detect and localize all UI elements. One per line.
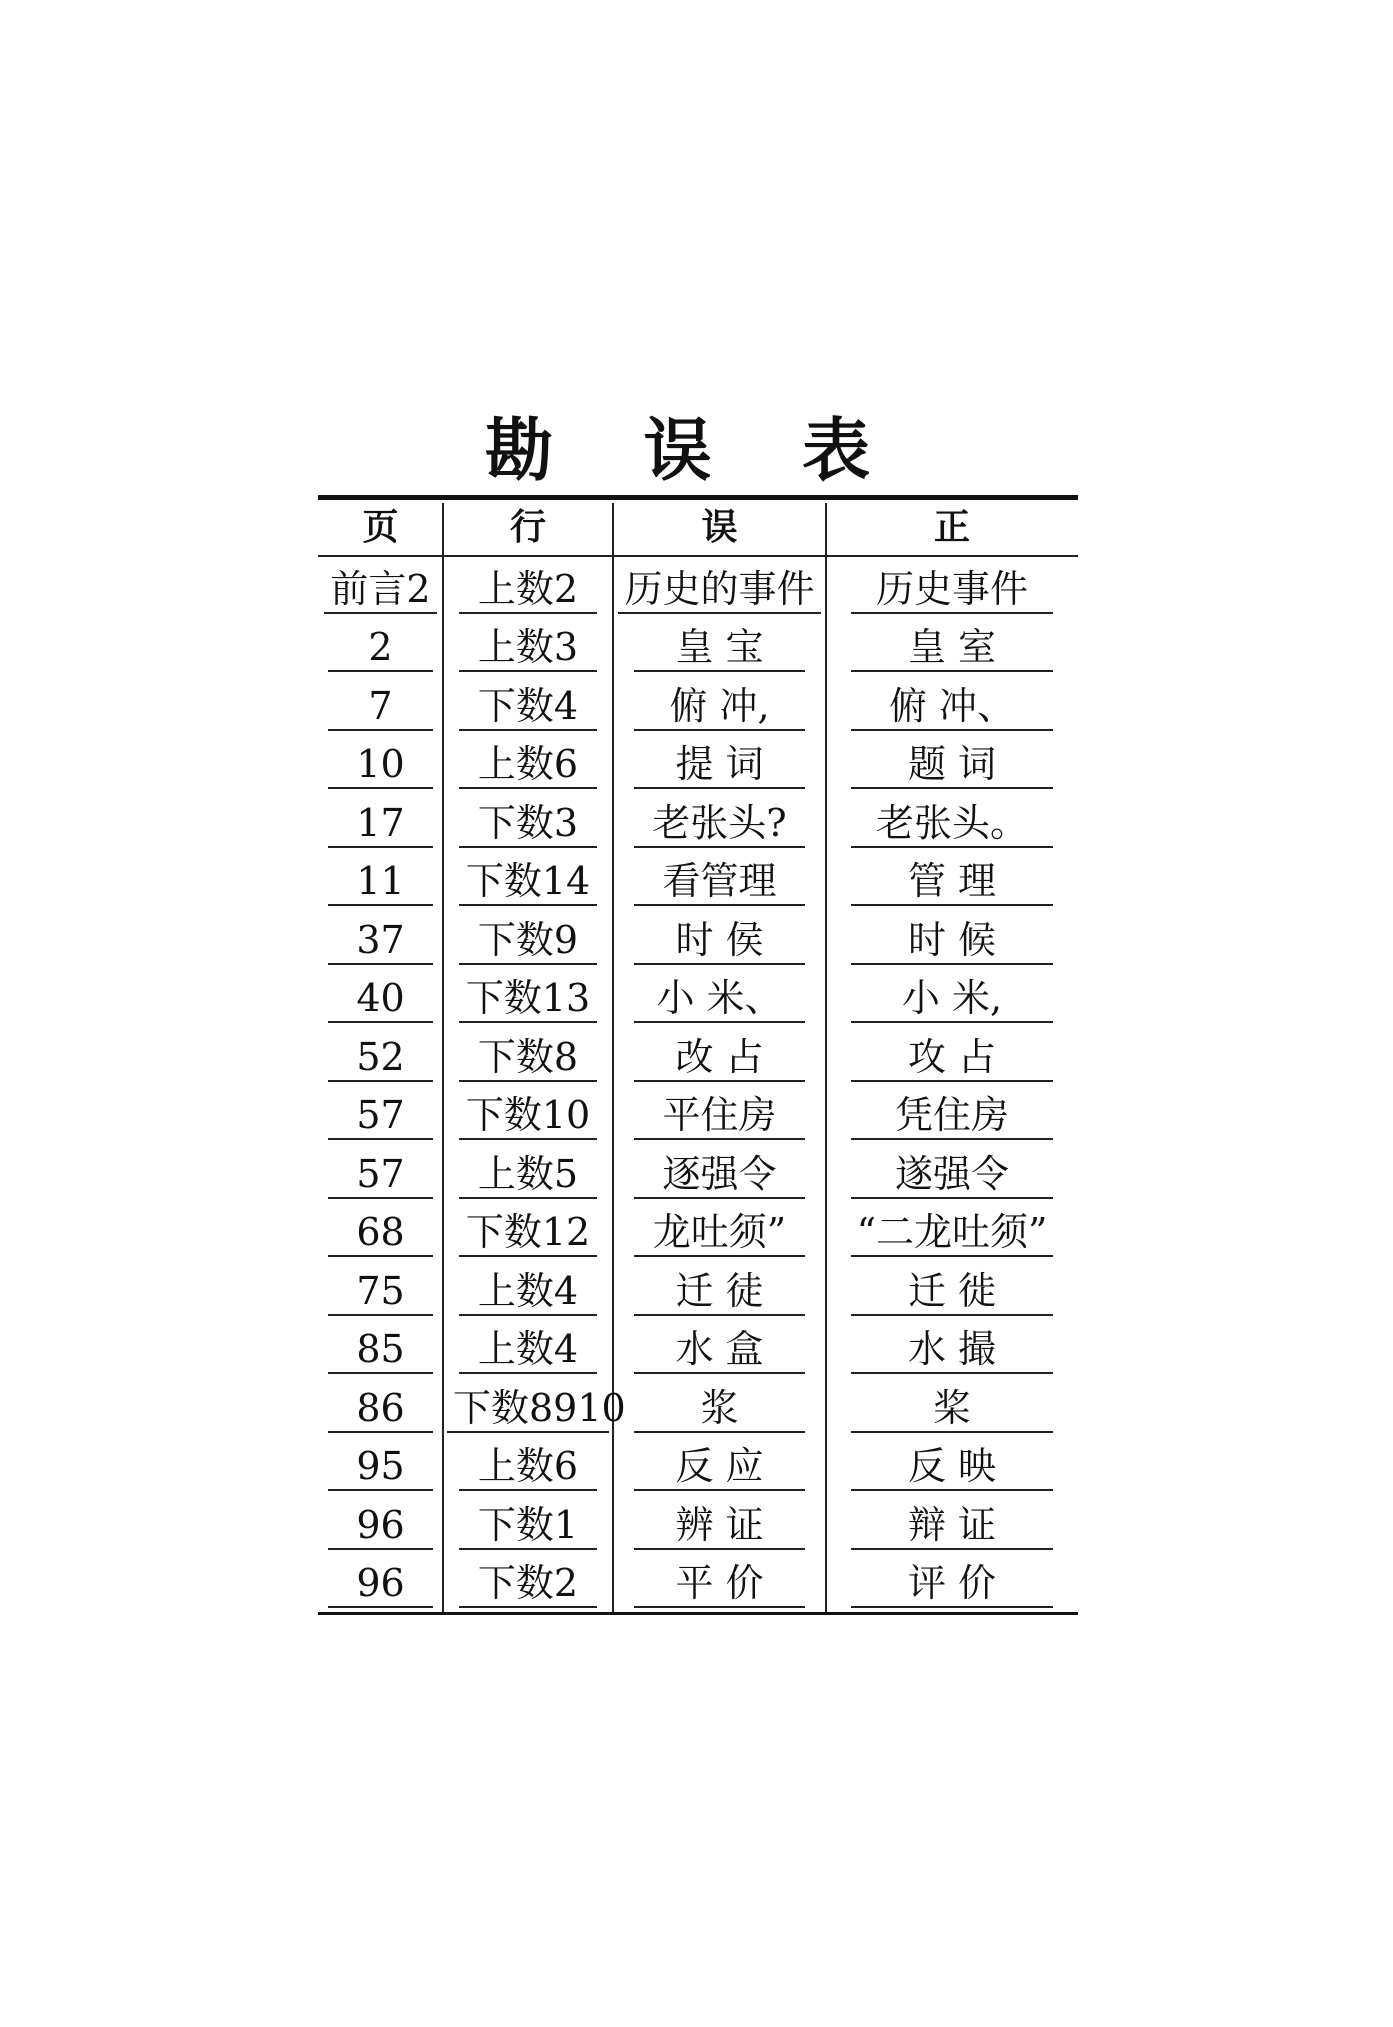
wrong-cell-text: 逐强令 (634, 1155, 806, 1199)
right-cell (826, 1318, 1078, 1377)
right-cell (826, 1142, 1078, 1201)
line-cell (443, 1025, 613, 1084)
line-cell-text: 上数4 (459, 1330, 597, 1374)
page-cell-text: 86 (328, 1389, 434, 1433)
line-cell (443, 1259, 613, 1318)
table-row (318, 1201, 1078, 1260)
line-cell-text: 下数13 (459, 979, 597, 1023)
page-cell-text: 2 (328, 628, 434, 672)
line-cell-text: 上数6 (459, 1447, 597, 1491)
wrong-cell-text: 平住房 (634, 1096, 806, 1140)
line-cell-text: 上数4 (459, 1272, 597, 1316)
header-right: 正 (933, 507, 970, 548)
table-header-row (318, 503, 1078, 557)
right-cell (826, 908, 1078, 967)
right-cell (826, 850, 1078, 909)
line-cell-text: 下数4 (459, 687, 597, 731)
right-cell (826, 1084, 1078, 1143)
table-row (318, 967, 1078, 1026)
right-cell (826, 674, 1078, 733)
page-cell (318, 1142, 443, 1201)
line-cell-text: 下数3 (459, 804, 597, 848)
table-row (318, 1142, 1078, 1201)
line-cell (443, 1084, 613, 1143)
wrong-cell (613, 674, 826, 733)
wrong-cell (613, 733, 826, 792)
page-cell (318, 733, 443, 792)
page-cell (318, 616, 443, 675)
header-wrong: 误 (701, 507, 738, 548)
wrong-cell-text: 小 米、 (634, 979, 806, 1023)
right-cell-text: 凭住房 (851, 1096, 1053, 1140)
line-cell (443, 1493, 613, 1552)
right-cell-text: 辩 证 (851, 1506, 1053, 1550)
right-cell (826, 1493, 1078, 1552)
line-cell (443, 967, 613, 1026)
line-cell (443, 908, 613, 967)
right-cell (826, 616, 1078, 675)
line-cell-text: 下数14 (459, 862, 597, 906)
line-cell (443, 1552, 613, 1611)
wrong-cell-text: 改 占 (634, 1038, 806, 1082)
right-cell-text: 迁 徙 (851, 1272, 1053, 1316)
line-cell (443, 674, 613, 733)
page-cell-text: 17 (328, 804, 434, 848)
wrong-cell (613, 791, 826, 850)
line-cell-text: 上数2 (459, 570, 597, 614)
line-cell (443, 1435, 613, 1494)
table-row (318, 1084, 1078, 1143)
line-cell-text: 下数12 (459, 1213, 597, 1257)
wrong-cell-text: 龙吐须” (634, 1213, 806, 1257)
right-cell-text: 题 词 (851, 745, 1053, 789)
page-cell (318, 967, 443, 1026)
header-line: 行 (509, 507, 546, 548)
right-cell (826, 967, 1078, 1026)
page-cell-text: 96 (328, 1506, 434, 1550)
wrong-cell (613, 557, 826, 616)
right-cell-text: 桨 (851, 1389, 1053, 1433)
right-cell-text: 皇 室 (851, 628, 1053, 672)
table-row (318, 1552, 1078, 1611)
line-cell-text: 上数3 (459, 628, 597, 672)
line-cell (443, 791, 613, 850)
line-cell (443, 850, 613, 909)
title-char-1: 勘 (485, 411, 554, 491)
wrong-cell (613, 1084, 826, 1143)
wrong-cell (613, 1259, 826, 1318)
page-cell-text: 7 (328, 687, 434, 731)
line-cell (443, 1142, 613, 1201)
line-cell (443, 1201, 613, 1260)
right-cell (826, 791, 1078, 850)
table-row (318, 1318, 1078, 1377)
right-cell (826, 1025, 1078, 1084)
page-cell-text: 10 (328, 745, 434, 789)
wrong-cell (613, 967, 826, 1026)
wrong-cell (613, 616, 826, 675)
wrong-cell-text: 老张头? (634, 804, 806, 848)
wrong-cell-text: 辨 证 (634, 1506, 806, 1550)
right-cell-text: 评 价 (851, 1564, 1053, 1608)
page-cell-text: 96 (328, 1564, 434, 1608)
right-cell-text: 管 理 (851, 862, 1053, 906)
wrong-cell (613, 850, 826, 909)
page-cell (318, 1493, 443, 1552)
line-cell-text: 下数2 (459, 1564, 597, 1608)
page-cell (318, 1435, 443, 1494)
page-cell-text: 75 (328, 1272, 434, 1316)
table-row (318, 1376, 1078, 1435)
right-cell-text: 老张头。 (851, 804, 1053, 848)
page-cell (318, 557, 443, 616)
page-cell-text: 52 (328, 1038, 434, 1082)
line-cell-text: 下数9 (459, 921, 597, 965)
line-cell (443, 1318, 613, 1377)
table-row (318, 1025, 1078, 1084)
table-row (318, 791, 1078, 850)
page-title (320, 395, 1040, 495)
wrong-cell (613, 1493, 826, 1552)
page-cell-text: 前言2 (324, 570, 436, 614)
right-cell-text: 水 撮 (851, 1330, 1053, 1374)
page-cell-text: 40 (328, 979, 434, 1023)
top-rule (318, 495, 1078, 500)
wrong-cell (613, 908, 826, 967)
page-cell (318, 1552, 443, 1611)
right-cell (826, 1259, 1078, 1318)
line-cell-text: 下数1 (459, 1506, 597, 1550)
line-cell (443, 1376, 626, 1435)
wrong-cell (613, 1552, 826, 1611)
page-cell (318, 850, 443, 909)
wrong-cell-text: 时 侯 (634, 921, 806, 965)
line-cell-text: 下数10 (459, 1096, 597, 1140)
page-cell-text: 85 (328, 1330, 434, 1374)
line-cell (443, 557, 613, 616)
header-page: 页 (362, 507, 399, 548)
table-row (318, 1435, 1078, 1494)
table-row (318, 616, 1078, 675)
wrong-cell-text: 看管理 (634, 862, 806, 906)
line-cell-text: 下数8910 (447, 1389, 609, 1433)
table-row (318, 908, 1078, 967)
wrong-cell-text: 俯 冲, (634, 687, 806, 731)
page-cell-text: 57 (328, 1155, 434, 1199)
right-cell-text: 小 米, (851, 979, 1053, 1023)
table-body (318, 557, 1078, 1610)
page-cell (318, 1259, 443, 1318)
right-cell (826, 733, 1078, 792)
wrong-cell (613, 1142, 826, 1201)
right-cell-text: “二龙吐须” (851, 1213, 1054, 1257)
page-cell (318, 674, 443, 733)
page-cell (318, 1025, 443, 1084)
page-cell (318, 791, 443, 850)
line-cell-text: 上数6 (459, 745, 597, 789)
right-cell (826, 1552, 1078, 1611)
table-row (318, 674, 1078, 733)
wrong-cell-text: 水 盒 (634, 1330, 806, 1374)
title-char-3: 表 (801, 411, 870, 491)
table-row (318, 1493, 1078, 1552)
page-cell-text: 57 (328, 1096, 434, 1140)
table-row (318, 1259, 1078, 1318)
wrong-cell-text: 历史的事件 (618, 570, 820, 614)
wrong-cell (613, 1435, 826, 1494)
page-cell-text: 68 (328, 1213, 434, 1257)
page-cell-text: 37 (328, 921, 434, 965)
line-cell (443, 733, 613, 792)
bottom-rule (318, 1612, 1078, 1615)
page-cell (318, 1084, 443, 1143)
page-cell (318, 1318, 443, 1377)
page-cell-text: 95 (328, 1447, 434, 1491)
right-cell (826, 1435, 1078, 1494)
wrong-cell-text: 平 价 (634, 1564, 806, 1608)
wrong-cell-text: 皇 宝 (634, 628, 806, 672)
right-cell-text: 时 候 (851, 921, 1053, 965)
wrong-cell-text: 反 应 (634, 1447, 806, 1491)
wrong-cell-text: 浆 (634, 1389, 806, 1433)
wrong-cell-text: 提 词 (634, 745, 806, 789)
wrong-cell-text: 迁 徒 (634, 1272, 806, 1316)
errata-table (318, 503, 1078, 1610)
wrong-cell (613, 1025, 826, 1084)
right-cell (826, 1201, 1078, 1260)
right-cell-text: 遂强令 (851, 1155, 1053, 1199)
table-row (318, 557, 1078, 616)
line-cell-text: 上数5 (459, 1155, 597, 1199)
line-cell-text: 下数8 (459, 1038, 597, 1082)
right-cell-text: 历史事件 (851, 570, 1053, 614)
wrong-cell (613, 1201, 826, 1260)
page-cell (318, 908, 443, 967)
wrong-cell (613, 1376, 826, 1435)
wrong-cell (613, 1318, 826, 1377)
right-cell-text: 攻 占 (851, 1038, 1053, 1082)
page-cell (318, 1376, 443, 1435)
right-cell-text: 反 映 (851, 1447, 1053, 1491)
title-char-2: 误 (643, 411, 712, 491)
right-cell (826, 1376, 1078, 1435)
page-cell-text: 11 (328, 862, 434, 906)
right-cell-text: 俯 冲、 (851, 687, 1053, 731)
page-cell (318, 1201, 443, 1260)
right-cell (826, 557, 1078, 616)
table-row (318, 850, 1078, 909)
line-cell (443, 616, 613, 675)
table-row (318, 733, 1078, 792)
